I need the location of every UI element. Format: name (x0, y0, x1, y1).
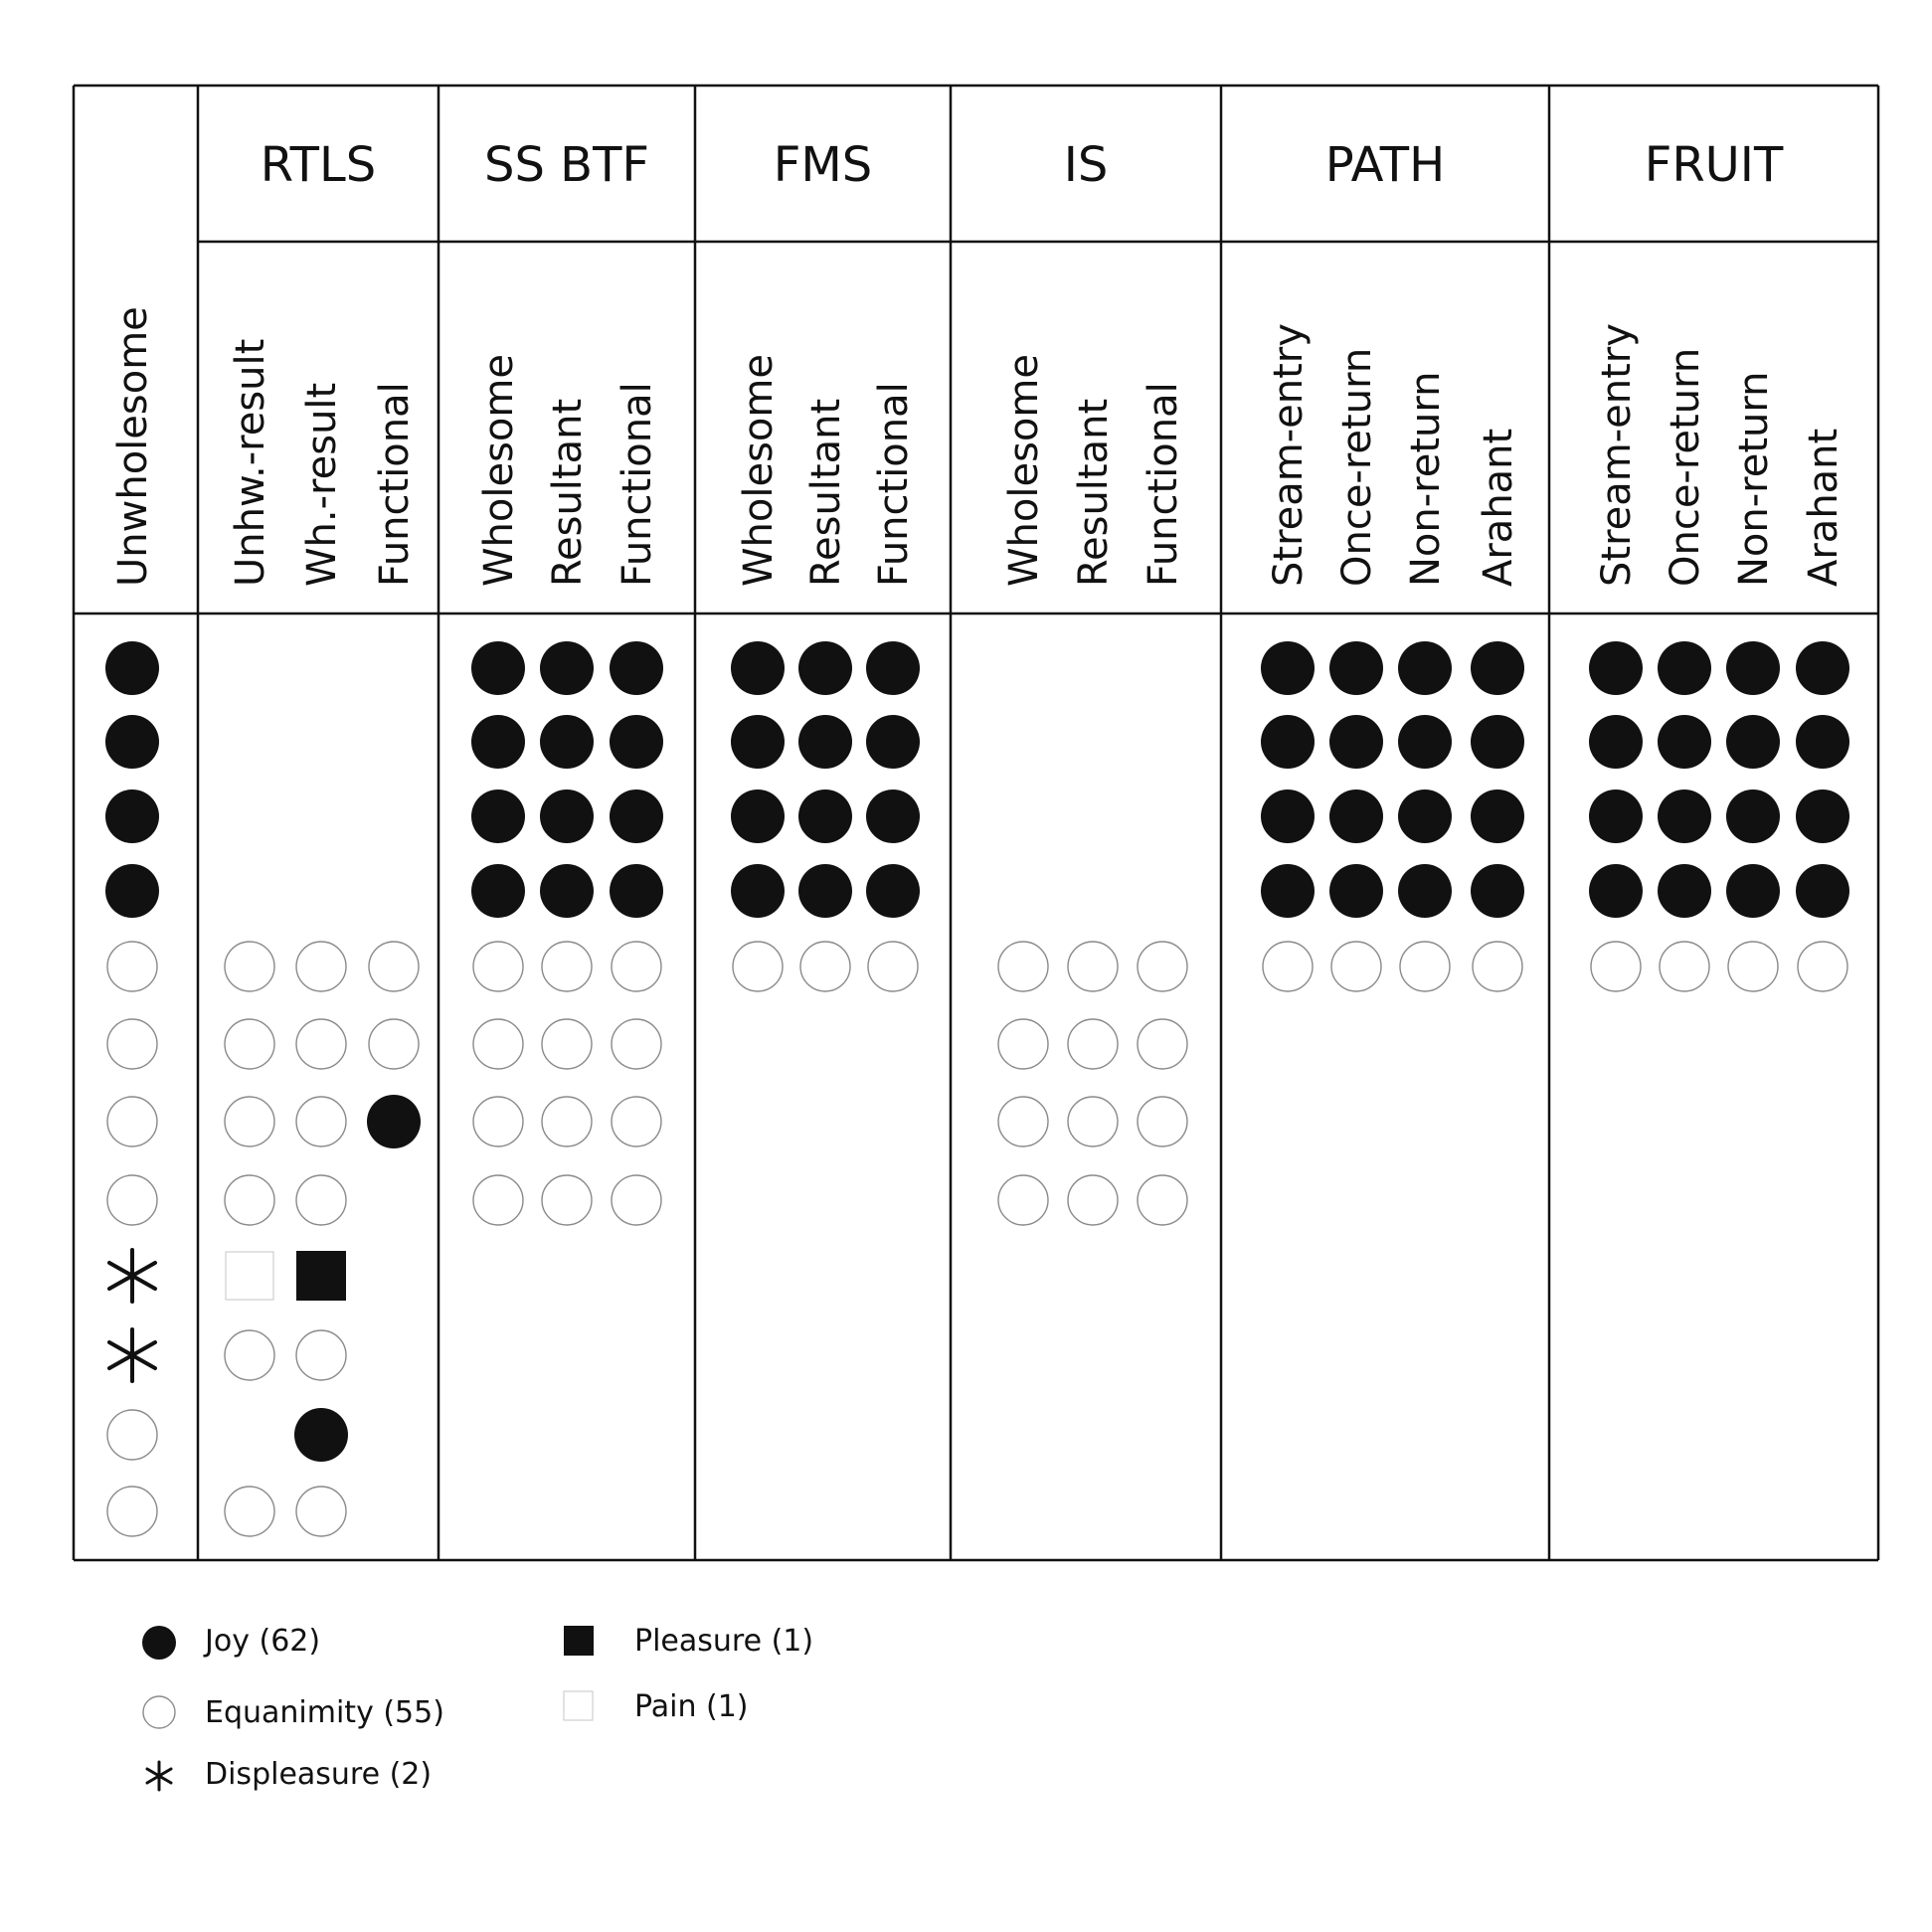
joy-symbol (798, 715, 852, 769)
equanimity-symbol (225, 942, 274, 991)
joy-symbol (1726, 715, 1780, 769)
column-label-fms_res: Resultant (803, 398, 849, 587)
equanimity-symbol (998, 1019, 1048, 1069)
legend-label-joy: Joy (62) (205, 1624, 321, 1659)
equanimity-symbol (225, 1175, 274, 1225)
equanimity-symbol (107, 942, 157, 991)
group-header-rtls: RTLS (260, 137, 377, 193)
equanimity-symbol (1068, 1019, 1118, 1069)
joy-symbol (1796, 790, 1849, 843)
equanimity-symbol (296, 1487, 346, 1536)
joy-symbol (798, 641, 852, 695)
equanimity-symbol (998, 942, 1048, 991)
joy-symbol (1796, 641, 1849, 695)
joy-symbol (1589, 715, 1643, 769)
joy-symbol (731, 715, 785, 769)
equanimity-symbol (1331, 942, 1381, 991)
equanimity-symbol (612, 942, 661, 991)
equanimity-symbol (1068, 1097, 1118, 1146)
column-label-rtls_func: Functional (372, 382, 418, 587)
joy-symbol (731, 641, 785, 695)
joy-symbol (1471, 790, 1524, 843)
column-label-path_or: Once-return (1334, 347, 1380, 587)
joy-symbol (1796, 715, 1849, 769)
joy-symbol (1261, 790, 1315, 843)
joy-symbol (1398, 715, 1452, 769)
equanimity-symbol (868, 942, 918, 991)
displeasure-symbol (109, 1250, 155, 1302)
column-label-ss_wh: Wholesome (476, 354, 522, 587)
equanimity-symbol (473, 1097, 523, 1146)
column-label-fruit_nr: Non-return (1731, 371, 1777, 587)
joy-symbol (1471, 715, 1524, 769)
group-header-is: IS (1063, 137, 1109, 193)
joy-symbol (1726, 641, 1780, 695)
equanimity-symbol (296, 1097, 346, 1146)
equanimity-symbol (542, 942, 592, 991)
table-headers (110, 137, 1846, 587)
column-label-fruit_se: Stream-entry (1594, 323, 1640, 587)
joy-symbol (1329, 864, 1383, 918)
joy-symbol (1658, 864, 1711, 918)
joy-symbol (610, 641, 663, 695)
joy-symbol (471, 864, 525, 918)
equanimity-symbol (1138, 1019, 1187, 1069)
equanimity-symbol (296, 1175, 346, 1225)
equanimity-symbol (107, 1487, 157, 1536)
joy-symbol (471, 641, 525, 695)
joy-symbol (471, 715, 525, 769)
pain-symbol (226, 1252, 273, 1300)
symbol-matrix (105, 641, 1849, 1536)
equanimity-symbol (1068, 1175, 1118, 1225)
equanimity-legend-icon (139, 1692, 179, 1732)
joy-symbol (798, 864, 852, 918)
joy-symbol (105, 864, 159, 918)
joy-symbol (610, 715, 663, 769)
group-header-ss-btf: SS BTF (483, 137, 650, 193)
joy-symbol (1261, 641, 1315, 695)
equanimity-symbol (1263, 942, 1313, 991)
joy-symbol (1589, 641, 1643, 695)
equanimity-symbol (542, 1019, 592, 1069)
joy-symbol (105, 641, 159, 695)
equanimity-symbol (296, 1330, 346, 1380)
equanimity-symbol (225, 1487, 274, 1536)
legend-label-pain: Pain (1) (634, 1689, 749, 1724)
legend-label-equanimity: Equanimity (55) (205, 1695, 444, 1730)
equanimity-symbol (800, 942, 850, 991)
column-label-ss_res: Resultant (545, 398, 591, 587)
equanimity-symbol (296, 1019, 346, 1069)
equanimity-symbol (107, 1019, 157, 1069)
joy-legend-icon (139, 1623, 179, 1663)
equanimity-symbol (1728, 942, 1778, 991)
joy-symbol (1261, 864, 1315, 918)
column-label-fms_wh: Wholesome (736, 354, 782, 587)
equanimity-symbol (1591, 942, 1641, 991)
equanimity-symbol (369, 942, 419, 991)
joy-symbol (610, 864, 663, 918)
group-header-fms: FMS (773, 137, 873, 193)
column-label-rtls_unhw: Unhw.-result (228, 338, 273, 587)
equanimity-symbol (1798, 942, 1847, 991)
equanimity-symbol (1138, 1097, 1187, 1146)
joy-symbol (731, 790, 785, 843)
equanimity-symbol (225, 1097, 274, 1146)
column-label-path_se: Stream-entry (1266, 323, 1312, 587)
equanimity-symbol (542, 1175, 592, 1225)
equanimity-symbol (473, 1019, 523, 1069)
joy-symbol (540, 641, 594, 695)
legend-label-pleasure: Pleasure (1) (634, 1624, 814, 1659)
equanimity-symbol (225, 1019, 274, 1069)
joy-symbol (1658, 790, 1711, 843)
group-header-path: PATH (1324, 137, 1446, 193)
joy-symbol (866, 715, 920, 769)
joy-symbol (1329, 790, 1383, 843)
column-label-is_res: Resultant (1071, 398, 1117, 587)
joy-symbol (1471, 864, 1524, 918)
column-label-path_nr: Non-return (1403, 371, 1449, 587)
pleasure-symbol (296, 1251, 346, 1301)
equanimity-symbol (1068, 942, 1118, 991)
joy-symbol (1398, 864, 1452, 918)
equanimity-symbol (225, 1330, 274, 1380)
displeasure-symbol (109, 1329, 155, 1381)
joy-symbol (1329, 715, 1383, 769)
equanimity-symbol (1138, 942, 1187, 991)
legend-label-displeasure: Displeasure (2) (205, 1757, 433, 1792)
joy-symbol (731, 864, 785, 918)
joy-symbol (866, 864, 920, 918)
column-label-unwholesome: Unwholesome (110, 306, 156, 587)
column-label-is_func: Functional (1141, 382, 1186, 587)
column-label-fruit_ar: Arahant (1801, 428, 1846, 587)
equanimity-symbol (473, 942, 523, 991)
equanimity-symbol (107, 1410, 157, 1460)
joy-symbol (1261, 715, 1315, 769)
equanimity-symbol (107, 1097, 157, 1146)
column-label-path_ar: Arahant (1476, 428, 1521, 587)
column-label-ss_func: Functional (615, 382, 660, 587)
joy-symbol (1329, 641, 1383, 695)
joy-symbol (540, 864, 594, 918)
joy-symbol (105, 790, 159, 843)
joy-symbol (1471, 641, 1524, 695)
equanimity-symbol (107, 1175, 157, 1225)
equanimity-symbol (473, 1175, 523, 1225)
joy-symbol (1398, 641, 1452, 695)
joy-symbol (798, 790, 852, 843)
joy-symbol (105, 715, 159, 769)
joy-symbol (1658, 715, 1711, 769)
pain-legend-icon (561, 1688, 601, 1728)
joy-symbol (1398, 790, 1452, 843)
equanimity-symbol (1473, 942, 1522, 991)
joy-symbol (866, 790, 920, 843)
joy-symbol (1796, 864, 1849, 918)
pleasure-legend-icon (561, 1623, 601, 1663)
equanimity-symbol (612, 1175, 661, 1225)
equanimity-symbol (296, 942, 346, 991)
joy-symbol (866, 641, 920, 695)
joy-symbol (540, 790, 594, 843)
joy-symbol (540, 715, 594, 769)
equanimity-symbol (369, 1019, 419, 1069)
equanimity-symbol (998, 1175, 1048, 1225)
equanimity-symbol (733, 942, 783, 991)
equanimity-symbol (612, 1097, 661, 1146)
displeasure-legend-icon (139, 1756, 179, 1796)
joy-symbol (610, 790, 663, 843)
equanimity-symbol (612, 1019, 661, 1069)
equanimity-symbol (1660, 942, 1709, 991)
group-header-fruit: FRUIT (1644, 137, 1784, 193)
joy-symbol (1726, 864, 1780, 918)
joy-symbol (1589, 790, 1643, 843)
column-label-fms_func: Functional (871, 382, 917, 587)
equanimity-symbol (542, 1097, 592, 1146)
column-label-rtls_wh: Wh.-result (299, 382, 345, 587)
column-label-fruit_or: Once-return (1663, 347, 1708, 587)
joy-symbol (1726, 790, 1780, 843)
equanimity-symbol (998, 1097, 1048, 1146)
column-label-is_wh: Wholesome (1001, 354, 1047, 587)
joy-symbol (294, 1408, 348, 1462)
joy-symbol (1658, 641, 1711, 695)
equanimity-symbol (1138, 1175, 1187, 1225)
joy-symbol (367, 1095, 421, 1148)
joy-symbol (471, 790, 525, 843)
joy-symbol (1589, 864, 1643, 918)
equanimity-symbol (1400, 942, 1450, 991)
